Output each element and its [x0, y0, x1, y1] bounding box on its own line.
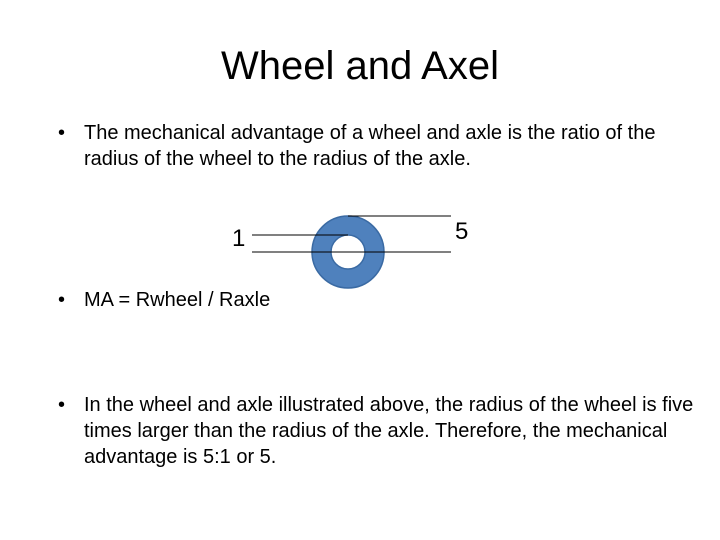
bullet-text-1: The mechanical advantage of a wheel and axle is the ratio of the radius of the wheel to the radius of the axle. [84, 122, 656, 170]
bullet-item-2 [58, 287, 704, 313]
axle-radius-label: 1 [232, 225, 246, 252]
bullet-text-2: MA = Rwheel / Raxle [84, 289, 271, 311]
wheel-radius-label: 5 [455, 218, 469, 245]
bullet-marker: • [58, 122, 66, 144]
bullet-item-3 [58, 392, 704, 470]
bullet-text-3: In the wheel and axle illustrated above, the radius of the wheel is five times larger than the radius of the axle. Therefore, the mechanical advantage is 5:1 or 5. [84, 394, 694, 468]
slide-title: Wheel and Axel [221, 44, 499, 88]
bullet-marker: • [58, 394, 66, 416]
bullet-marker: • [58, 289, 66, 311]
